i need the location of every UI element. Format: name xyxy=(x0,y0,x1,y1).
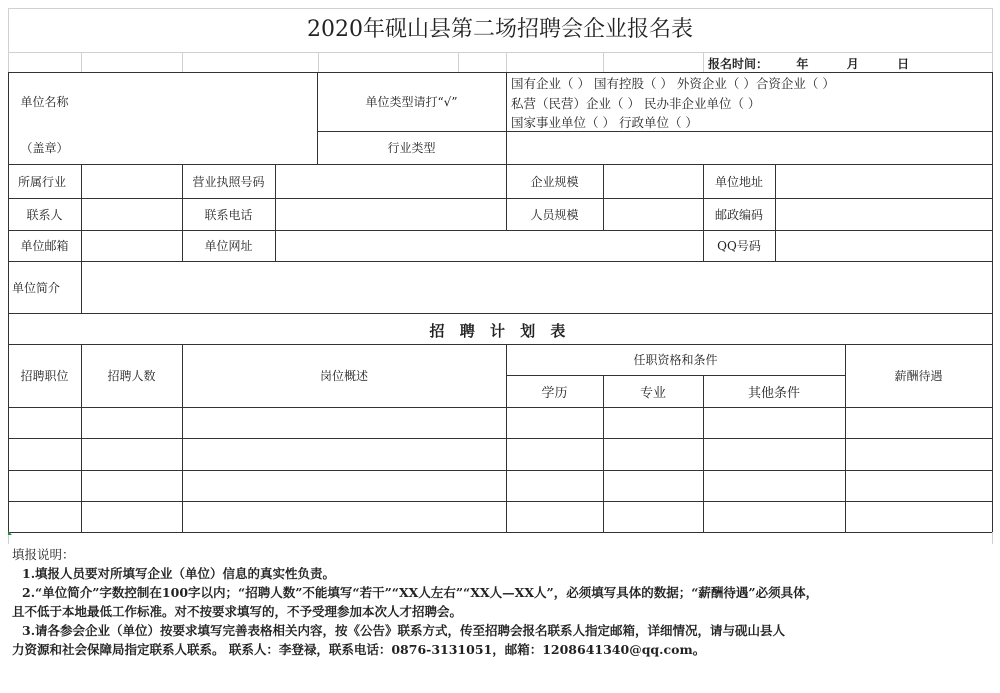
phone-label: 联系电话 xyxy=(204,207,253,222)
gridline xyxy=(318,52,319,72)
date-label: 报名时间： xyxy=(708,57,769,71)
education-header: 学历 xyxy=(541,385,568,401)
staff-label: 人员规模 xyxy=(530,207,579,222)
unit-name-label: 单位名称 xyxy=(20,95,69,109)
instructions-heading: 填报说明： xyxy=(12,547,75,562)
date-month: 月 xyxy=(846,57,859,71)
unit-name-field[interactable] xyxy=(81,72,317,164)
instructions xyxy=(12,545,992,659)
instruction-1: 1.填报人员要对所填写企业（单位）信息的真实性负责。 xyxy=(22,566,336,581)
scale-label: 企业规模 xyxy=(530,174,579,189)
recruitment-plan-title: 招 聘 计 划 表 xyxy=(429,321,571,340)
major-header: 专业 xyxy=(639,385,666,401)
salary-header: 薪酬待遇 xyxy=(894,369,943,383)
intro-label: 单位简介 xyxy=(12,280,61,295)
unit-type-options[interactable] xyxy=(511,74,835,133)
contact-label: 联系人 xyxy=(26,207,63,222)
count-header: 招聘人数 xyxy=(107,369,156,383)
email-label: 单位邮箱 xyxy=(20,239,69,253)
website-label: 单位网址 xyxy=(204,239,253,253)
instruction-2: 2.“单位简介”字数控制在100字以内；“招聘人数”不能填写“若干”“XX人左右”“XX人—XX人”，必须填写具体的数据；“薪酬待遇”必须具体， xyxy=(22,585,819,600)
unit-type-line: 国有企业（ ） 国有控股（ ） 外资企业（ ）合资企业（ ） xyxy=(511,76,835,91)
cell-corner-marker xyxy=(8,531,12,535)
position-header: 招聘职位 xyxy=(20,369,69,383)
industry-label: 所属行业 xyxy=(18,174,67,189)
gridline xyxy=(506,52,507,72)
date-day: 日 xyxy=(897,57,910,71)
instruction-2-cont: 且不低于本地最低工作标准。对不按要求填写的，不予受理参加本次人才招聘会。 xyxy=(12,604,463,619)
industry-type-label: 行业类型 xyxy=(387,141,436,155)
seal-label: （盖章） xyxy=(20,141,69,155)
instruction-3-cont: 力资源和社会保障局指定联系人联系。 联系人：李登禄，联系电话：0876-3131051，邮箱：1208641340@qq.com。 xyxy=(12,642,706,657)
gridline xyxy=(81,52,82,72)
gridline xyxy=(8,8,992,9)
gridline xyxy=(8,52,992,53)
intro-field[interactable] xyxy=(81,261,992,313)
qualifications-header: 任职资格和条件 xyxy=(633,353,718,367)
unit-type-line: 国家事业单位（ ） 行政单位（ ） xyxy=(511,115,698,130)
unit-type-line: 私营（民营）企业（ ） 民办非企业单位（ ） xyxy=(511,95,761,111)
postcode-label: 邮政编码 xyxy=(714,207,763,222)
address-label: 单位地址 xyxy=(714,174,763,189)
gridline xyxy=(182,52,183,72)
industry-type-field[interactable] xyxy=(506,131,992,164)
date-year: 年 xyxy=(796,57,809,71)
unit-type-label: 单位类型请打“√” xyxy=(365,95,458,109)
gridline xyxy=(703,52,704,72)
page-title: 2020年砚山县第二场招聘会企业报名表 xyxy=(307,17,693,42)
registration-date xyxy=(708,55,909,72)
gridline xyxy=(458,52,459,72)
instruction-3: 3.请各参会企业（单位）按要求填写完善表格相关内容，按《公告》联系方式，传至招聘会报名联系人指定邮箱，详细情况，请与砚山县人 xyxy=(22,623,786,638)
summary-header: 岗位概述 xyxy=(319,369,368,383)
qq-label: QQ号码 xyxy=(717,239,761,253)
other-conditions-header: 其他条件 xyxy=(747,385,800,401)
license-label: 营业执照号码 xyxy=(192,174,265,189)
gridline xyxy=(603,52,604,72)
